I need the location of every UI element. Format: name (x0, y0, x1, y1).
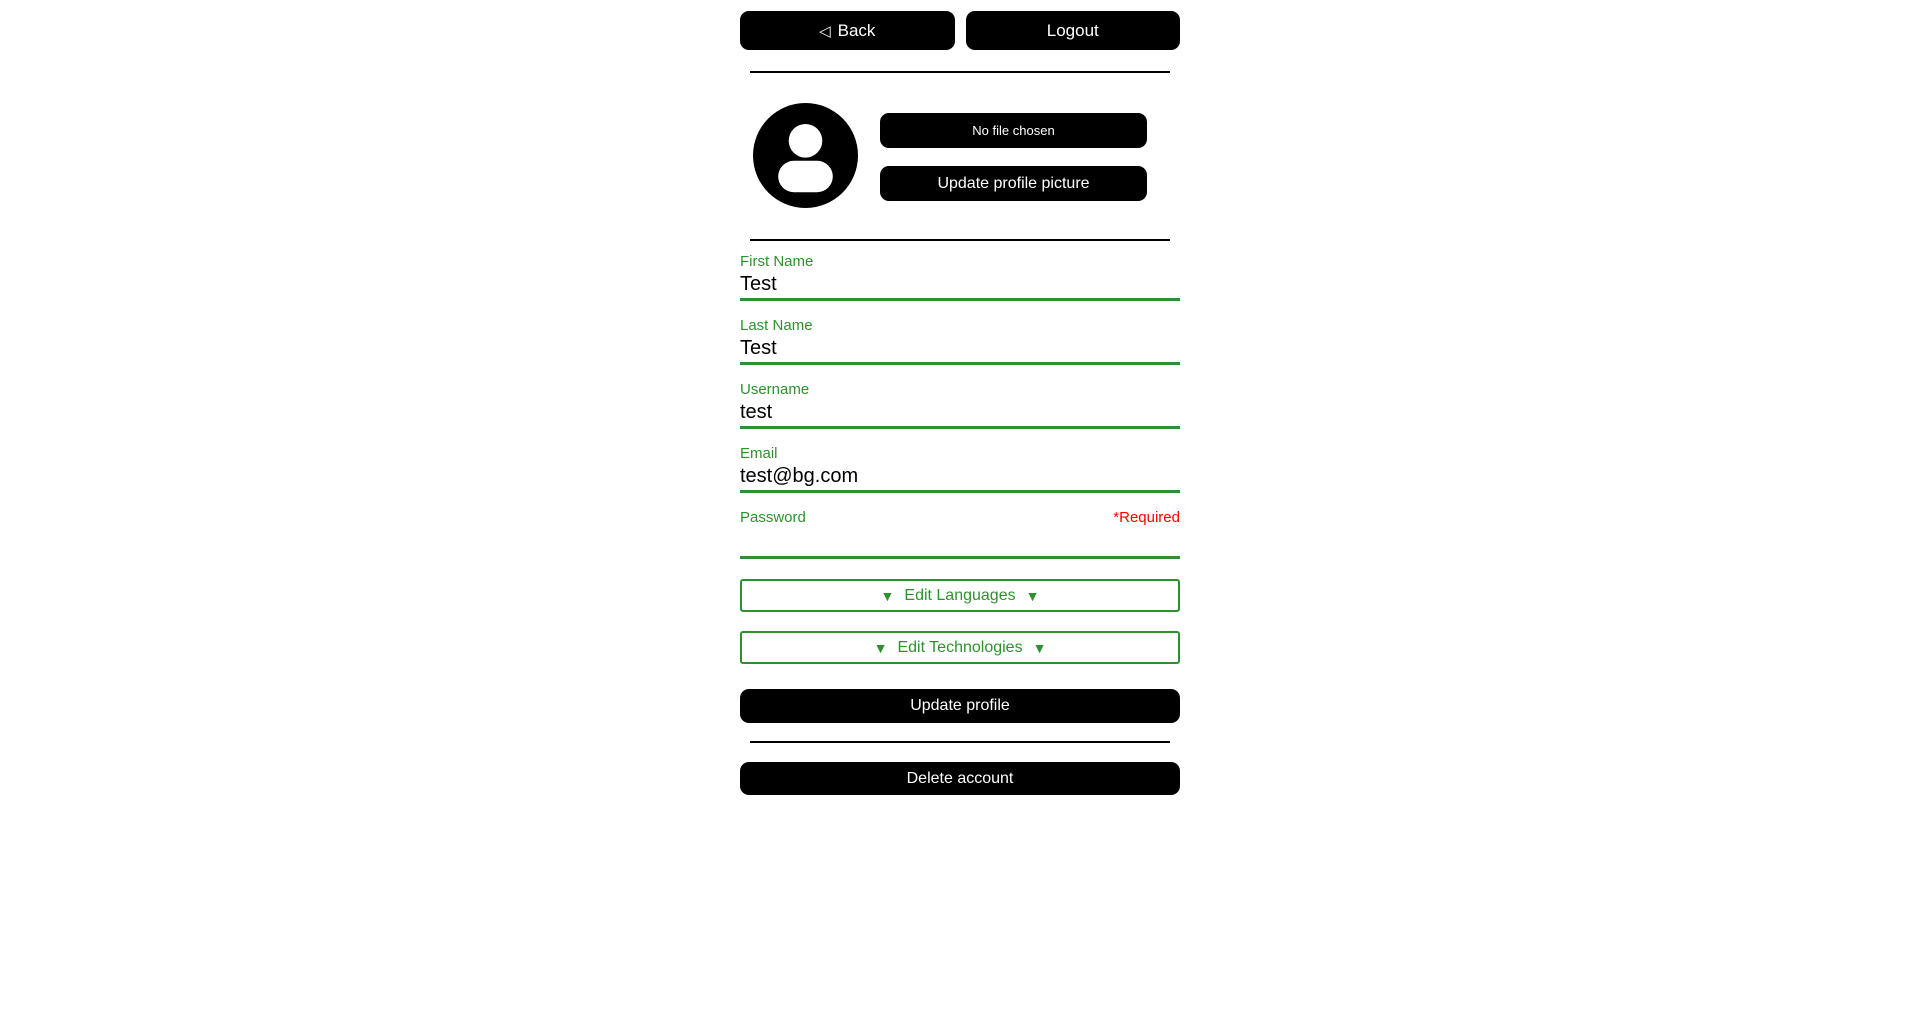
profile-picture-section (740, 103, 1180, 208)
first-name-input[interactable] (740, 271, 1180, 301)
back-button[interactable] (740, 11, 955, 50)
logout-button[interactable] (966, 11, 1181, 50)
update-profile-button[interactable] (740, 689, 1180, 723)
delete-account-label: Delete account (906, 769, 1014, 787)
username-label: Username (740, 381, 810, 398)
last-name-field (740, 317, 1180, 365)
delete-account-button[interactable] (740, 762, 1180, 795)
divider (750, 741, 1170, 743)
divider (750, 71, 1170, 73)
username-field (740, 381, 1180, 429)
back-arrow-icon: ◁ (819, 22, 831, 40)
logout-button-label: Logout (1046, 20, 1099, 40)
last-name-label: Last Name (740, 317, 813, 334)
email-input[interactable] (740, 463, 1180, 493)
chevron-down-icon: ▼ (873, 639, 888, 656)
edit-technologies-button[interactable] (740, 631, 1180, 664)
back-button-label: Back (837, 20, 876, 40)
last-name-input[interactable] (740, 335, 1180, 365)
divider (750, 239, 1170, 241)
chevron-down-icon: ▼ (1025, 587, 1040, 604)
update-profile-picture-button[interactable] (880, 166, 1147, 201)
first-name-label: First Name (740, 253, 814, 270)
picture-buttons (880, 103, 1147, 208)
top-bar (740, 11, 1180, 50)
edit-languages-label: Edit Languages (904, 586, 1016, 604)
edit-languages-button[interactable] (740, 579, 1180, 612)
first-name-field (740, 253, 1180, 301)
password-label: Password (740, 509, 806, 526)
email-label: Email (740, 445, 778, 462)
chevron-down-icon: ▼ (1032, 639, 1047, 656)
password-input[interactable] (740, 527, 1180, 559)
password-field (740, 509, 1180, 559)
avatar-person-icon (753, 103, 858, 208)
edit-technologies-label: Edit Technologies (897, 638, 1023, 656)
email-field (740, 445, 1180, 493)
profile-page (740, 0, 1180, 795)
chevron-down-icon: ▼ (880, 587, 895, 604)
file-input[interactable] (880, 113, 1147, 148)
update-picture-label: Update profile picture (937, 174, 1090, 192)
update-profile-label: Update profile (910, 697, 1010, 714)
file-input-status: No file chosen (972, 123, 1055, 138)
required-note: *Required (1113, 509, 1180, 526)
username-input[interactable] (740, 399, 1180, 429)
